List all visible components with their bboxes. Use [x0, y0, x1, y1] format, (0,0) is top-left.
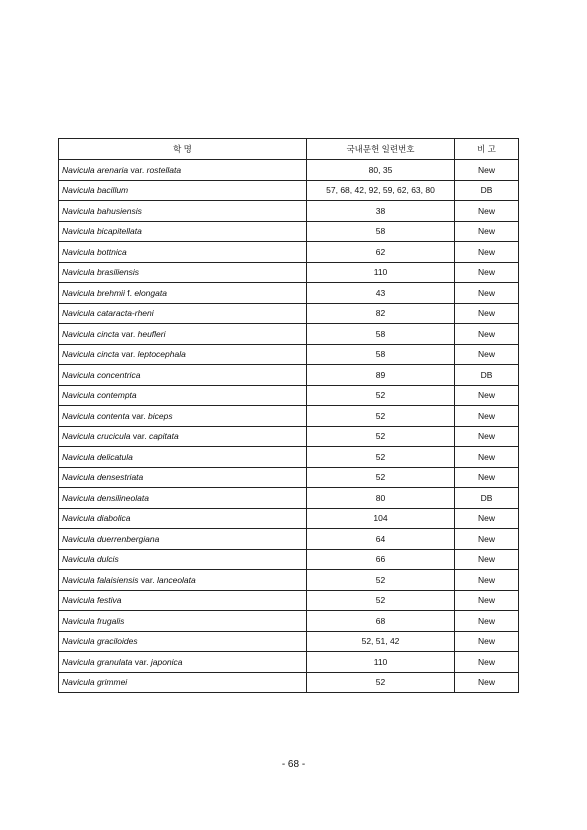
table-row — [59, 570, 519, 591]
scientific-name-cell — [59, 406, 307, 427]
reference-numbers-cell: 58 — [307, 344, 455, 365]
taxon-rank: var. — [140, 574, 155, 585]
species-name: Navicula duerrenbergiana — [62, 533, 160, 544]
species-table — [58, 138, 519, 693]
remark-cell: New — [455, 529, 519, 550]
table-row — [59, 242, 519, 263]
reference-numbers-cell: 64 — [307, 529, 455, 550]
species-name: Navicula grimmei — [62, 677, 128, 687]
reference-numbers-cell: 58 — [307, 221, 455, 242]
scientific-name-cell — [59, 570, 307, 591]
remark-cell: DB — [455, 488, 519, 509]
scientific-name-cell — [59, 283, 307, 304]
table-row — [59, 283, 519, 304]
remark-cell: New — [455, 385, 519, 406]
reference-numbers-cell: 52 — [307, 447, 455, 468]
reference-numbers-cell: 82 — [307, 303, 455, 324]
scientific-name-cell — [59, 508, 307, 529]
infraspecific-name: capitata — [148, 431, 179, 441]
table-row — [59, 221, 519, 242]
reference-numbers-cell: 62 — [307, 242, 455, 263]
remark-cell: New — [455, 508, 519, 529]
scientific-name-cell — [59, 242, 307, 263]
table-row — [59, 447, 519, 468]
taxon-rank: var. — [130, 164, 145, 175]
reference-numbers-cell: 52 — [307, 570, 455, 591]
species-name: Navicula dulcis — [62, 554, 119, 564]
species-name: Navicula diabolica — [62, 513, 131, 523]
taxon-rank: var. — [131, 410, 146, 421]
reference-numbers-cell: 52 — [307, 672, 455, 693]
scientific-name-cell — [59, 426, 307, 447]
infraspecific-name: leptocephala — [137, 349, 186, 359]
reference-numbers-cell: 52, 51, 42 — [307, 631, 455, 652]
remark-cell: New — [455, 570, 519, 591]
page-number: - 68 - — [281, 759, 306, 770]
species-name: Navicula crucicula — [62, 431, 131, 441]
table-row — [59, 467, 519, 488]
remark-cell: New — [455, 447, 519, 468]
remark-cell: New — [455, 631, 519, 652]
scientific-name-cell — [59, 447, 307, 468]
species-name: Navicula contempta — [62, 390, 137, 400]
table-row — [59, 201, 519, 222]
species-name: Navicula frugalis — [62, 615, 125, 626]
scientific-name-cell — [59, 303, 307, 324]
header-scientific-name: 학 명 — [59, 139, 307, 160]
table-row — [59, 611, 519, 632]
reference-numbers-cell: 52 — [307, 590, 455, 611]
table-row — [59, 385, 519, 406]
remark-cell: DB — [455, 365, 519, 386]
reference-numbers-cell: 110 — [307, 262, 455, 283]
scientific-name-cell — [59, 467, 307, 488]
remark-cell: New — [455, 590, 519, 611]
table-row — [59, 406, 519, 427]
species-name: Navicula cincta — [62, 349, 120, 359]
scientific-name-cell — [59, 160, 307, 181]
remark-cell: New — [455, 303, 519, 324]
reference-numbers-cell: 104 — [307, 508, 455, 529]
scientific-name-cell — [59, 262, 307, 283]
table-row — [59, 590, 519, 611]
reference-numbers-cell: 80 — [307, 488, 455, 509]
scientific-name-cell — [59, 221, 307, 242]
table-row — [59, 180, 519, 201]
infraspecific-name: elongata — [134, 287, 167, 298]
reference-numbers-cell: 38 — [307, 201, 455, 222]
infraspecific-name: heufleri — [137, 328, 166, 339]
remark-cell: New — [455, 406, 519, 427]
taxon-rank: f. — [127, 287, 132, 298]
scientific-name-cell — [59, 672, 307, 693]
scientific-name-cell — [59, 529, 307, 550]
infraspecific-name: biceps — [148, 410, 173, 421]
species-name: Navicula brehmii — [62, 287, 125, 298]
reference-numbers-cell: 52 — [307, 385, 455, 406]
header-remarks: 비 고 — [455, 139, 519, 160]
species-name: Navicula bottnica — [62, 246, 127, 257]
scientific-name-cell — [59, 201, 307, 222]
table-row — [59, 344, 519, 365]
table-row — [59, 426, 519, 447]
remark-cell: New — [455, 221, 519, 242]
reference-numbers-cell: 52 — [307, 426, 455, 447]
taxon-rank: var. — [132, 431, 147, 441]
table-row — [59, 488, 519, 509]
scientific-name-cell — [59, 590, 307, 611]
species-name: Navicula falaisiensis — [62, 574, 139, 585]
table-row — [59, 631, 519, 652]
remark-cell: New — [455, 611, 519, 632]
remark-cell: New — [455, 283, 519, 304]
header-reference-numbers: 국내문헌 일련번호 — [307, 139, 455, 160]
scientific-name-cell — [59, 180, 307, 201]
remark-cell: DB — [455, 180, 519, 201]
reference-numbers-cell: 110 — [307, 652, 455, 673]
species-name: Navicula contenta — [62, 410, 130, 421]
remark-cell: New — [455, 672, 519, 693]
scientific-name-cell — [59, 549, 307, 570]
table-header-row — [59, 139, 519, 160]
species-name: Navicula cincta — [62, 328, 120, 339]
species-name: Navicula brasiliensis — [62, 267, 140, 277]
remark-cell: New — [455, 426, 519, 447]
scientific-name-cell — [59, 631, 307, 652]
scientific-name-cell — [59, 611, 307, 632]
species-name: Navicula festiva — [62, 595, 122, 605]
table-row — [59, 529, 519, 550]
infraspecific-name: japonica — [150, 656, 183, 667]
remark-cell: New — [455, 467, 519, 488]
table-row — [59, 262, 519, 283]
table-row — [59, 652, 519, 673]
scientific-name-cell — [59, 324, 307, 345]
table-body — [59, 160, 519, 693]
taxon-rank: var. — [121, 328, 136, 339]
infraspecific-name: lanceolata — [157, 574, 196, 585]
table-row — [59, 303, 519, 324]
remark-cell: New — [455, 652, 519, 673]
species-name: Navicula bicapitellata — [62, 226, 142, 236]
species-name: Navicula cataracta-rheni — [62, 308, 154, 318]
species-name: Navicula densilineolata — [62, 492, 149, 503]
table-row — [59, 508, 519, 529]
reference-numbers-cell: 80, 35 — [307, 160, 455, 181]
reference-numbers-cell: 52 — [307, 406, 455, 427]
species-name: Navicula arenaria — [62, 164, 129, 175]
remark-cell: New — [455, 262, 519, 283]
reference-numbers-cell: 43 — [307, 283, 455, 304]
reference-numbers-cell: 68 — [307, 611, 455, 632]
reference-numbers-cell: 58 — [307, 324, 455, 345]
remark-cell: New — [455, 324, 519, 345]
reference-numbers-cell: 52 — [307, 467, 455, 488]
species-name: Navicula bacillum — [62, 185, 129, 195]
table-row — [59, 672, 519, 693]
scientific-name-cell — [59, 385, 307, 406]
table-row — [59, 324, 519, 345]
scientific-name-cell — [59, 365, 307, 386]
scientific-name-cell — [59, 488, 307, 509]
table-row — [59, 365, 519, 386]
table-row — [59, 549, 519, 570]
species-name: Navicula concentrica — [62, 369, 141, 380]
remark-cell: New — [455, 201, 519, 222]
taxon-rank: var. — [121, 349, 136, 359]
reference-numbers-cell: 66 — [307, 549, 455, 570]
species-name: Navicula granulata — [62, 656, 133, 667]
reference-numbers-cell: 57, 68, 42, 92, 59, 62, 63, 80 — [307, 180, 455, 201]
reference-numbers-cell: 89 — [307, 365, 455, 386]
table-row — [59, 160, 519, 181]
taxon-rank: var. — [134, 656, 149, 667]
species-name: Navicula densestriata — [62, 472, 144, 482]
remark-cell: New — [455, 242, 519, 263]
scientific-name-cell — [59, 652, 307, 673]
species-name: Navicula graciloides — [62, 636, 138, 646]
remark-cell: New — [455, 160, 519, 181]
scientific-name-cell — [59, 344, 307, 365]
infraspecific-name: rostellata — [146, 164, 182, 175]
remark-cell: New — [455, 344, 519, 365]
species-name: Navicula delicatula — [62, 451, 133, 462]
remark-cell: New — [455, 549, 519, 570]
species-name: Navicula bahusiensis — [62, 205, 142, 216]
